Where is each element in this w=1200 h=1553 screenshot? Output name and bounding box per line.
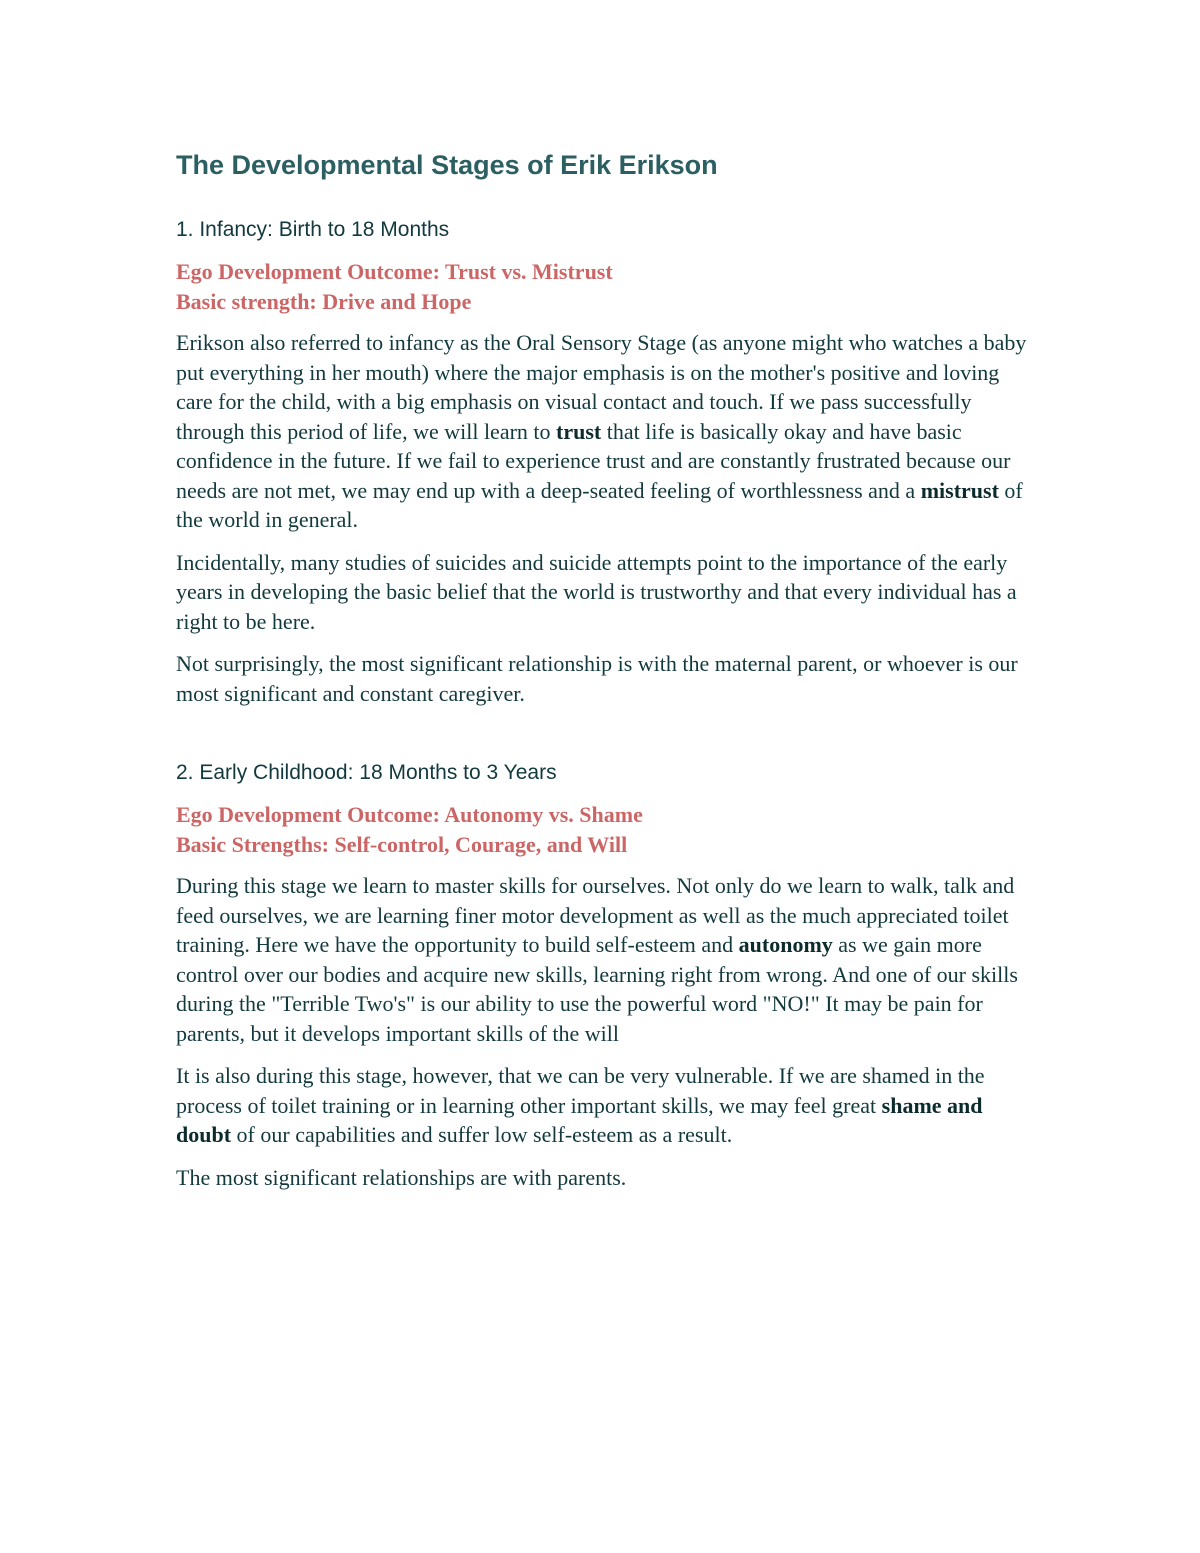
document-content: [176, 145, 1036, 1205]
basic-strength: Basic strength: Drive and Hope: [176, 288, 472, 314]
emphasis-term: mistrust: [920, 477, 999, 503]
stage-heading: 1. Infancy: Birth to 18 Months: [176, 218, 450, 241]
emphasis-term: trust: [556, 418, 602, 444]
document-title: The Developmental Stages of Erik Erikson: [176, 150, 718, 180]
body-paragraph: Not surprisingly, the most significant relationship is with the maternal parent, or whoever is our most significant and constant caregiver.: [176, 651, 1018, 706]
emphasis-term: shame and doubt: [176, 1092, 983, 1147]
stage-heading: 2. Early Childhood: 18 Months to 3 Years: [176, 761, 557, 784]
body-paragraph: [176, 1061, 1036, 1150]
text-run: of our capabilities and suffer low self-esteem as a result.: [231, 1122, 733, 1147]
ego-outcome: Ego Development Outcome: Trust vs. Mistrust: [176, 259, 613, 284]
text-run: of the world in general.: [176, 477, 1023, 532]
body-paragraph: The most significant relationships are with parents.: [176, 1164, 627, 1190]
stage-section-infancy: [176, 215, 1036, 708]
body-paragraph: [176, 871, 1036, 1048]
text-run: that life is basically okay and have basic confidence in the future. If we fail to experience trust and are constantly frustrated because our needs are not met, we may end up with a deep-seated feeling of worthlessness and a: [176, 418, 1011, 503]
stage-section-early-childhood: [176, 758, 1036, 1192]
text-run: as we gain more control over our bodies and acquire new skills, learning right from wrong. And one of our skills during the "Terrible Two's" is our ability to use the powerful word "NO!" It may be pain for parents, but it develops important skills of the will: [176, 932, 1018, 1046]
stage-outcome-block: [176, 800, 1036, 859]
ego-outcome: Ego Development Outcome: Autonomy vs. Shame: [176, 802, 643, 827]
text-run: Erikson also referred to infancy as the Oral Sensory Stage (as anyone might who watches a baby put everything in her mouth) where the major emphasis is on the mother's positive and loving care for the child, with a big emphasis on visual contact and touch. If we pass successfully through this period of life, we will learn to: [176, 330, 1027, 444]
basic-strength: Basic Strengths: Self-control, Courage, and Will: [176, 831, 628, 857]
stage-outcome-block: [176, 257, 1036, 316]
text-run: It is also during this stage, however, that we can be very vulnerable. If we are shamed in the process of toilet training or in learning other important skills, we may feel great: [176, 1063, 985, 1118]
text-run: During this stage we learn to master skills for ourselves. Not only do we learn to walk, talk and feed ourselves, we are learning finer motor development as well as the much appreciated toilet training. Here we have the opportunity to build self-esteem and: [176, 873, 1015, 957]
body-paragraph: [176, 328, 1036, 535]
emphasis-term: autonomy: [738, 932, 833, 957]
body-paragraph: Incidentally, many studies of suicides and suicide attempts point to the importance of the early years in developing the basic belief that the world is trustworthy and that every individual has a right to be here.: [176, 549, 1017, 634]
